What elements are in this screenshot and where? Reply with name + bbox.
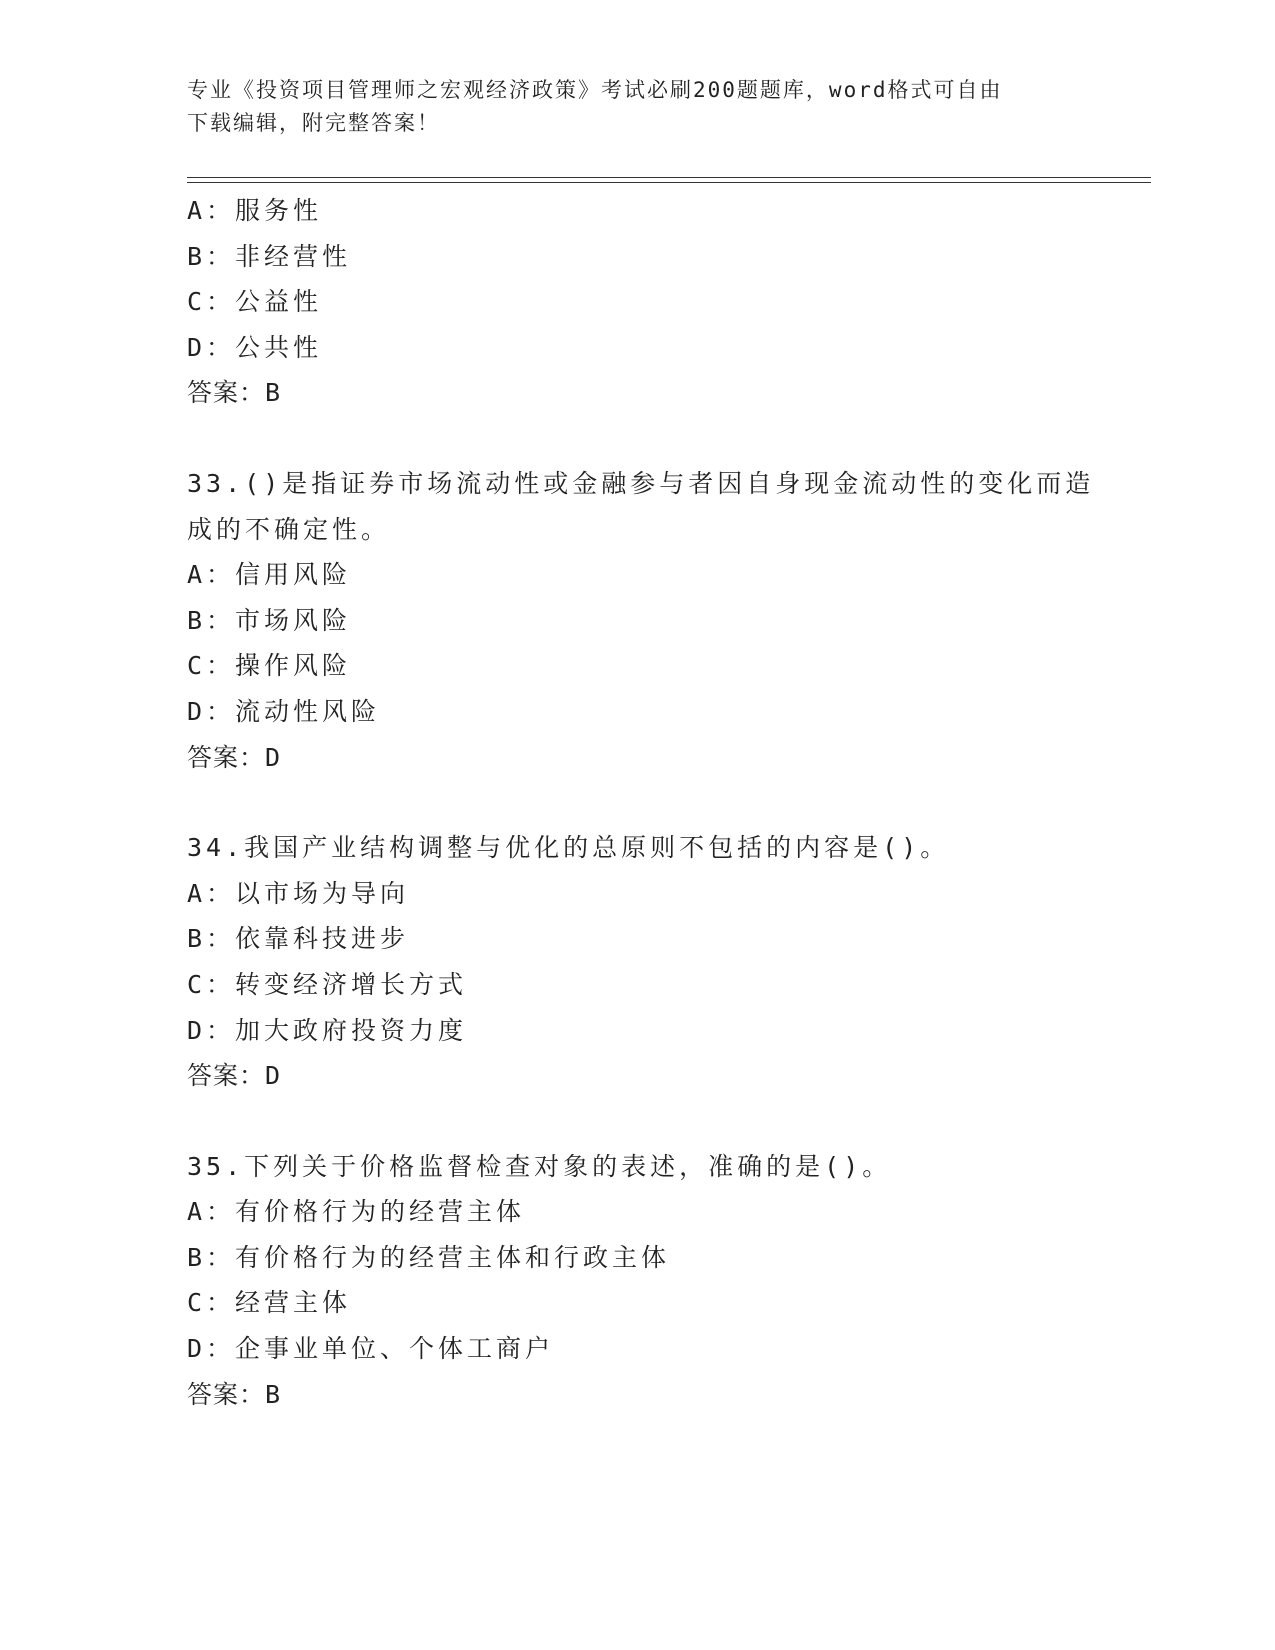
option-a: A：以市场为导向 <box>187 878 410 908</box>
document-header <box>187 74 1067 140</box>
answer-line: 答案：B <box>187 1379 282 1409</box>
question-block-34 <box>187 825 1087 1099</box>
answer-line: 答案：D <box>187 742 282 772</box>
header-rule-bottom <box>187 182 1151 183</box>
header-rule-top <box>187 177 1151 178</box>
spacer <box>187 780 1087 825</box>
option-b: B：非经营性 <box>187 241 352 271</box>
question-stem-line-1: 34.我国产业结构调整与优化的总原则不包括的内容是()。 <box>187 833 950 863</box>
spacer <box>187 416 1087 461</box>
header-line-2: 下载编辑，附完整答案！ <box>187 111 440 135</box>
option-b: B：有价格行为的经营主体和行政主体 <box>187 1242 671 1272</box>
option-d: D：企事业单位、个体工商户 <box>187 1334 555 1364</box>
answer-line: 答案：B <box>187 378 282 408</box>
option-a: A：有价格行为的经营主体 <box>187 1197 526 1227</box>
option-b: B：市场风险 <box>187 605 352 635</box>
option-c: C：经营主体 <box>187 1288 352 1318</box>
option-d: D：加大政府投资力度 <box>187 1015 468 1045</box>
question-stem-line-1: 35.下列关于价格监督检查对象的表述，准确的是()。 <box>187 1151 892 1181</box>
question-block-35 <box>187 1144 1087 1418</box>
question-stem-line-1: 33.()是指证券市场流动性或金融参与者因自身现金流动性的变化而造 <box>187 468 1095 498</box>
question-stem-line-2: 成的不确定性。 <box>187 514 391 544</box>
header-line-1: 专业《投资项目管理师之宏观经济政策》考试必刷200题题库，word格式可自由 <box>187 78 1003 102</box>
option-d: D：公共性 <box>187 332 323 362</box>
option-a: A：信用风险 <box>187 560 352 590</box>
option-a: A：服务性 <box>187 196 323 225</box>
option-d: D：流动性风险 <box>187 696 381 726</box>
option-c: C：操作风险 <box>187 651 352 681</box>
option-c: C：公益性 <box>187 287 323 317</box>
option-c: C：转变经济增长方式 <box>187 969 468 999</box>
question-list <box>187 188 1095 1417</box>
spacer <box>187 1099 1087 1144</box>
option-b: B：依靠科技进步 <box>187 924 410 954</box>
question-block-continued <box>187 188 1087 416</box>
question-block-33 <box>187 461 1095 780</box>
answer-line: 答案：D <box>187 1061 282 1091</box>
